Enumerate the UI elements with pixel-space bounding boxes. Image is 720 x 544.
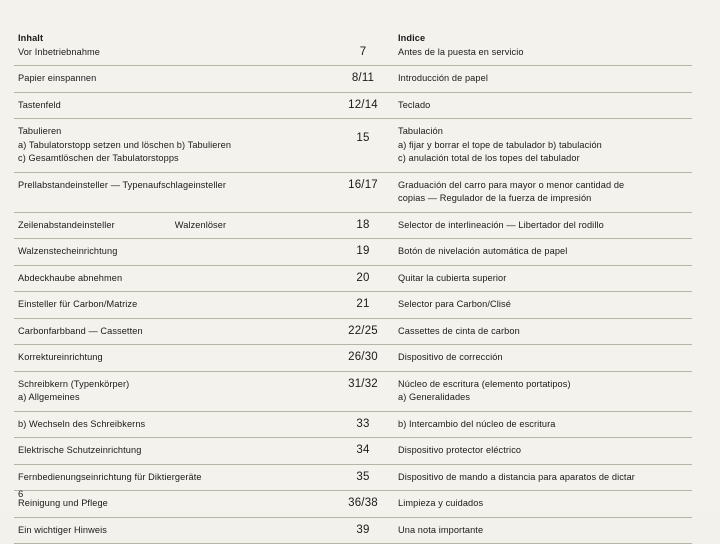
- spacer: [336, 32, 390, 46]
- toc-left-subtext-b: c) Gesamtlöschen der Tabulatorstopps: [18, 152, 336, 166]
- toc-left-cell: Elektrische Schutzeinrichtung: [14, 444, 336, 458]
- toc-page-number: 16/17: [336, 179, 390, 193]
- toc-left-cell: [14, 32, 336, 59]
- toc-left-text: Schreibkern (Typenkörper): [18, 378, 336, 392]
- toc-page-number: 15: [336, 125, 390, 146]
- toc-left-text: Vor Inbetriebnahme: [18, 46, 336, 60]
- toc-left-cell: [14, 378, 336, 405]
- table-row: [14, 372, 692, 412]
- toc-page-number: 21: [336, 298, 390, 312]
- toc-page-number: 31/32: [336, 378, 390, 392]
- toc-right-cell: Selector para Carbon/Clisé: [390, 298, 692, 312]
- toc-right-cell: Botón de nivelación automática de papel: [390, 245, 692, 259]
- toc-left-cell: Ein wichtiger Hinweis: [14, 524, 336, 538]
- toc-right-cell: [390, 179, 692, 206]
- toc-right-cell: Dispositivo de mando a distancia para aparatos de dictar: [390, 471, 692, 485]
- toc-page-number: 18: [336, 219, 390, 233]
- toc-right-cell: [390, 32, 692, 59]
- toc-page-number: 39: [336, 524, 390, 538]
- toc-page-number: 22/25: [336, 325, 390, 339]
- toc-left-text: Tabulieren: [18, 125, 336, 139]
- table-row: [14, 66, 692, 93]
- toc-left-text: Zeilenabstandeinsteller: [18, 220, 115, 230]
- toc-right-cell: Cassettes de cinta de carbon: [390, 325, 692, 339]
- toc-left-cell: Abdeckhaube abnehmen: [14, 272, 336, 286]
- toc-right-cell: Dispositivo de corrección: [390, 351, 692, 365]
- toc-left-cell: Prellabstandeinsteller — Typenaufschlageinsteller: [14, 179, 336, 193]
- toc-right-text: Antes de la puesta en servicio: [398, 46, 692, 60]
- toc-right-cell: Quitar la cubierta superior: [390, 272, 692, 286]
- toc-right-cell: Limpieza y cuidados: [390, 497, 692, 511]
- table-row: [14, 213, 692, 240]
- toc-right-subtext: a) Generalidades: [398, 391, 692, 405]
- table-row: [14, 292, 692, 319]
- toc-right-cell: b) Intercambio del núcleo de escritura: [390, 418, 692, 432]
- toc-page-number: 26/30: [336, 351, 390, 365]
- toc-right-cell: Dispositivo protector eléctrico: [390, 444, 692, 458]
- toc-left-cell: [14, 219, 336, 233]
- toc-right-subtext: copias — Regulador de la fuerza de impresión: [398, 192, 692, 206]
- header-left: Inhalt: [18, 32, 336, 46]
- toc-left-subtext-a: a) Tabulatorstopp setzen und löschen b) Tabulieren: [18, 139, 336, 153]
- table-row: [14, 26, 692, 66]
- toc-page-number: 12/14: [336, 99, 390, 113]
- table-row: [14, 239, 692, 266]
- toc-left-cell: Fernbedienungseinrichtung für Diktiergeräte: [14, 471, 336, 485]
- toc-number-text: 7: [336, 46, 390, 60]
- toc-left-cell: [14, 125, 336, 166]
- toc-left-cell: Papier einspannen: [14, 72, 336, 86]
- table-row: [14, 266, 692, 293]
- toc-right-cell: Teclado: [390, 99, 692, 113]
- toc-right-cell: Selector de interlineación — Libertador del rodillo: [390, 219, 692, 233]
- toc-left-cell: Korrektureinrichtung: [14, 351, 336, 365]
- toc-right-text: Tabulación: [398, 125, 692, 139]
- toc-right-text: Núcleo de escritura (elemento portatipos): [398, 378, 692, 392]
- table-row: [14, 93, 692, 120]
- table-row: [14, 518, 692, 544]
- toc-page-number: 33: [336, 418, 390, 432]
- toc-right-cell: [390, 378, 692, 405]
- toc-right-subtext-b: c) anulación total de los topes del tabulador: [398, 152, 692, 166]
- table-row: [14, 438, 692, 465]
- toc-left-cell: Tastenfeld: [14, 99, 336, 113]
- toc-left-subtext: a) Allgemeines: [18, 391, 336, 405]
- toc-page-number: 8/11: [336, 72, 390, 86]
- toc-page-number: 20: [336, 272, 390, 286]
- toc-right-cell: [390, 125, 692, 166]
- table-row: [14, 119, 692, 173]
- table-row: [14, 412, 692, 439]
- toc-left-cell: Carbonfarbband — Cassetten: [14, 325, 336, 339]
- toc-right-cell: Una nota importante: [390, 524, 692, 538]
- toc-right-text: Graduación del carro para mayor o menor cantidad de: [398, 179, 692, 193]
- table-row: [14, 319, 692, 346]
- toc-left-cell: Reinigung und Pflege: [14, 497, 336, 511]
- toc-left-cell: b) Wechseln des Schreibkerns: [14, 418, 336, 432]
- toc-left-text-secondary: Walzenlöser: [175, 220, 226, 230]
- table-row: [14, 465, 692, 492]
- toc-right-cell: Introducción de papel: [390, 72, 692, 86]
- table-row: [14, 491, 692, 518]
- page-number: 6: [18, 489, 23, 500]
- toc-page-number: 19: [336, 245, 390, 259]
- table-row: [14, 173, 692, 213]
- toc-left-cell: Einsteller für Carbon/Matrize: [14, 298, 336, 312]
- header-right: Indice: [398, 32, 692, 46]
- toc-right-subtext-a: a) fijar y borrar el tope de tabulador b) tabulación: [398, 139, 692, 153]
- toc-page-number: [336, 32, 390, 59]
- table-row: [14, 345, 692, 372]
- toc-page-number: 36/38: [336, 497, 390, 511]
- table-of-contents: [14, 26, 692, 544]
- toc-left-cell: Walzenstecheinrichtung: [14, 245, 336, 259]
- toc-page-number: 35: [336, 471, 390, 485]
- toc-page-number: 34: [336, 444, 390, 458]
